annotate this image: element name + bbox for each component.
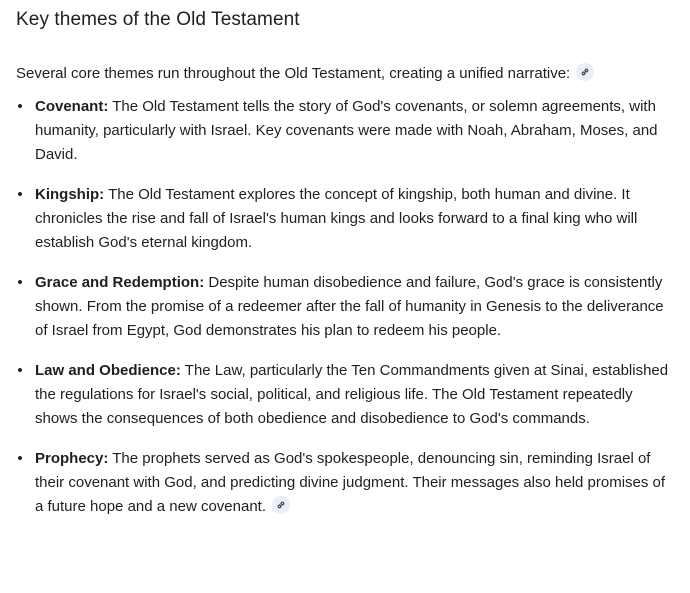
themes-list xyxy=(16,95,676,519)
source-link-button[interactable] xyxy=(576,63,594,81)
theme-text: The Law, particularly the Ten Commandments given at Sinai, established the regulations for Israel's social, political, and religious life. The Old Testament repeatedly shows the consequences of both obedience and disobedience to God's commands. xyxy=(35,362,669,427)
theme-term: Covenant: xyxy=(35,98,109,115)
theme-term: Law and Obedience: xyxy=(35,362,181,379)
theme-term: Grace and Redemption: xyxy=(35,274,205,291)
intro-paragraph xyxy=(16,62,676,86)
list-item xyxy=(16,359,676,431)
list-item xyxy=(16,183,676,255)
theme-term: Prophecy: xyxy=(35,450,109,467)
list-item xyxy=(16,271,676,343)
theme-text: The Old Testament tells the story of God's covenants, or solemn agreements, with humanity, particularly with Israel. Key covenants were made with Noah, Abraham, Moses, and David. xyxy=(35,98,658,163)
theme-text: The Old Testament explores the concept of kingship, both human and divine. It chronicles the rise and fall of Israel's human kings and looks forward to a final king who will establish God's eternal kingdom. xyxy=(35,186,638,251)
link-icon xyxy=(580,67,590,77)
bullet-marker: • xyxy=(17,186,23,203)
intro-text: Several core themes run throughout the Old Testament, creating a unified narrative: xyxy=(16,65,571,82)
theme-term: Kingship: xyxy=(35,186,105,203)
section-heading: Key themes of the Old Testament xyxy=(16,9,300,30)
bullet-marker: • xyxy=(17,362,23,379)
source-link-button[interactable] xyxy=(272,496,290,514)
list-item xyxy=(16,447,676,519)
link-icon xyxy=(276,500,286,510)
theme-text: The prophets served as God's spokespeople, denouncing sin, reminding Israel of their covenant with God, and predicting divine judgment. Their messages also held promises of a future hope and a new covenant. xyxy=(35,450,666,515)
list-item xyxy=(16,95,676,167)
bullet-marker: • xyxy=(17,98,23,115)
bullet-marker: • xyxy=(17,450,23,467)
theme-text: Despite human disobedience and failure, God's grace is consistently shown. From the promise of a redeemer after the fall of humanity in Genesis to the deliverance of Israel from Egypt, God demonstrates his plan to redeem his people. xyxy=(35,274,664,339)
bullet-marker: • xyxy=(17,274,23,291)
